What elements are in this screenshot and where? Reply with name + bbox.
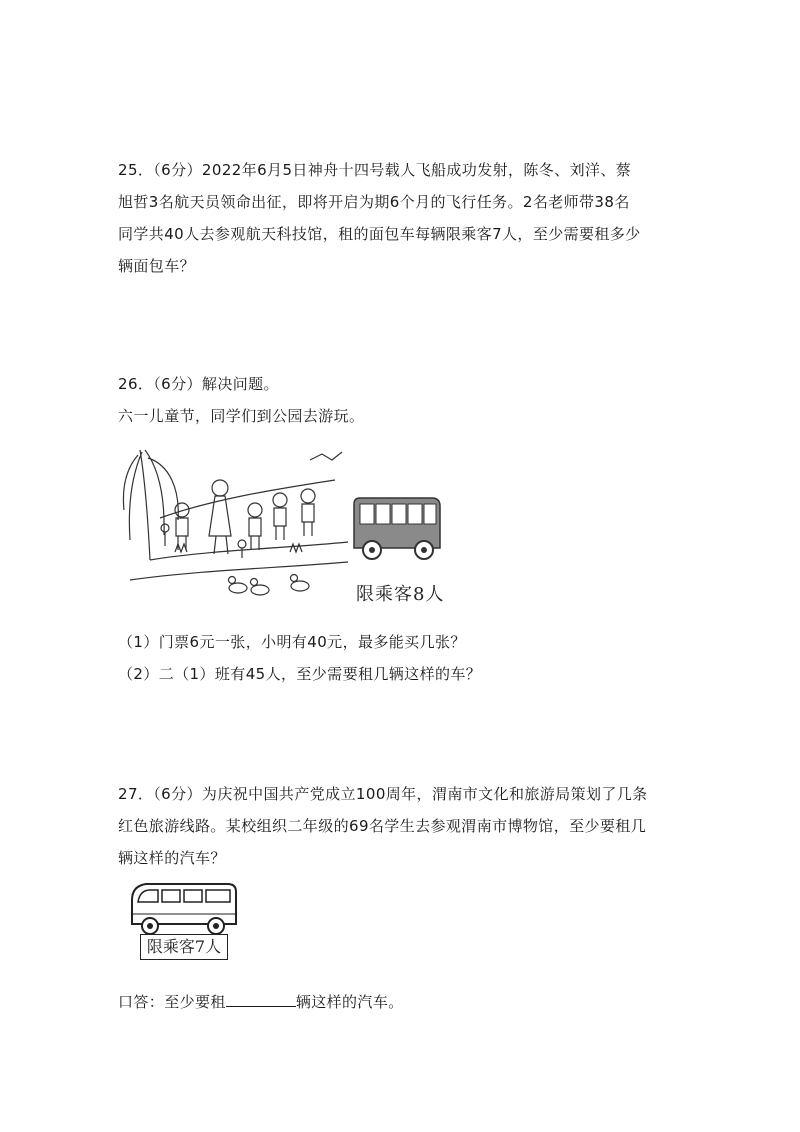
q25-line-3: 同学共40人去参观航天科技馆，租的面包车每辆限乘客7人，至少需要租多少 xyxy=(118,225,641,243)
bus-capacity-caption: 限乘客8人 xyxy=(356,584,445,605)
q27-answer xyxy=(118,986,688,1018)
van-icon xyxy=(128,880,240,936)
question-26 xyxy=(118,368,688,432)
q26-title: 26．（6分）解决问题。 xyxy=(118,375,279,393)
q25-line-2: 旭哲3名航天员领命出征，即将开启为期6个月的飞行任务。2名老师带38名 xyxy=(118,193,630,211)
park-illustration xyxy=(120,440,350,605)
q27-line-1: 27．（6分）为庆祝中国共产党成立100周年，渭南市文化和旅游局策划了几条 xyxy=(118,785,648,803)
answer-prefix: 口答：至少要租 xyxy=(118,993,226,1011)
q26-sub1: （1）门票6元一张，小明有40元，最多能买几张？ xyxy=(118,633,466,651)
q25-line-4: 辆面包车？ xyxy=(118,257,196,275)
q27-line-2: 红色旅游线路。某校组织二年级的69名学生去参观渭南市博物馆，至少要租几 xyxy=(118,817,647,835)
answer-blank[interactable] xyxy=(226,992,296,1007)
question-25 xyxy=(118,154,688,282)
q27-line-3: 辆这样的汽车？ xyxy=(118,849,226,867)
van-capacity-caption: 限乘客7人 xyxy=(140,934,228,960)
q25-line-1: 25．（6分）2022年6月5日神舟十四号载人飞船成功发射，陈冬、刘洋、蔡 xyxy=(118,161,632,179)
answer-suffix: 辆这样的汽车。 xyxy=(295,993,404,1011)
q26-sub2: （2）二（1）班有45人，至少需要租几辆这样的车？ xyxy=(118,665,482,683)
question-27 xyxy=(118,778,688,874)
q26-intro: 六一儿童节，同学们到公园去游玩。 xyxy=(118,407,365,425)
question-26-subquestions xyxy=(118,626,688,690)
bus-icon xyxy=(348,496,444,564)
